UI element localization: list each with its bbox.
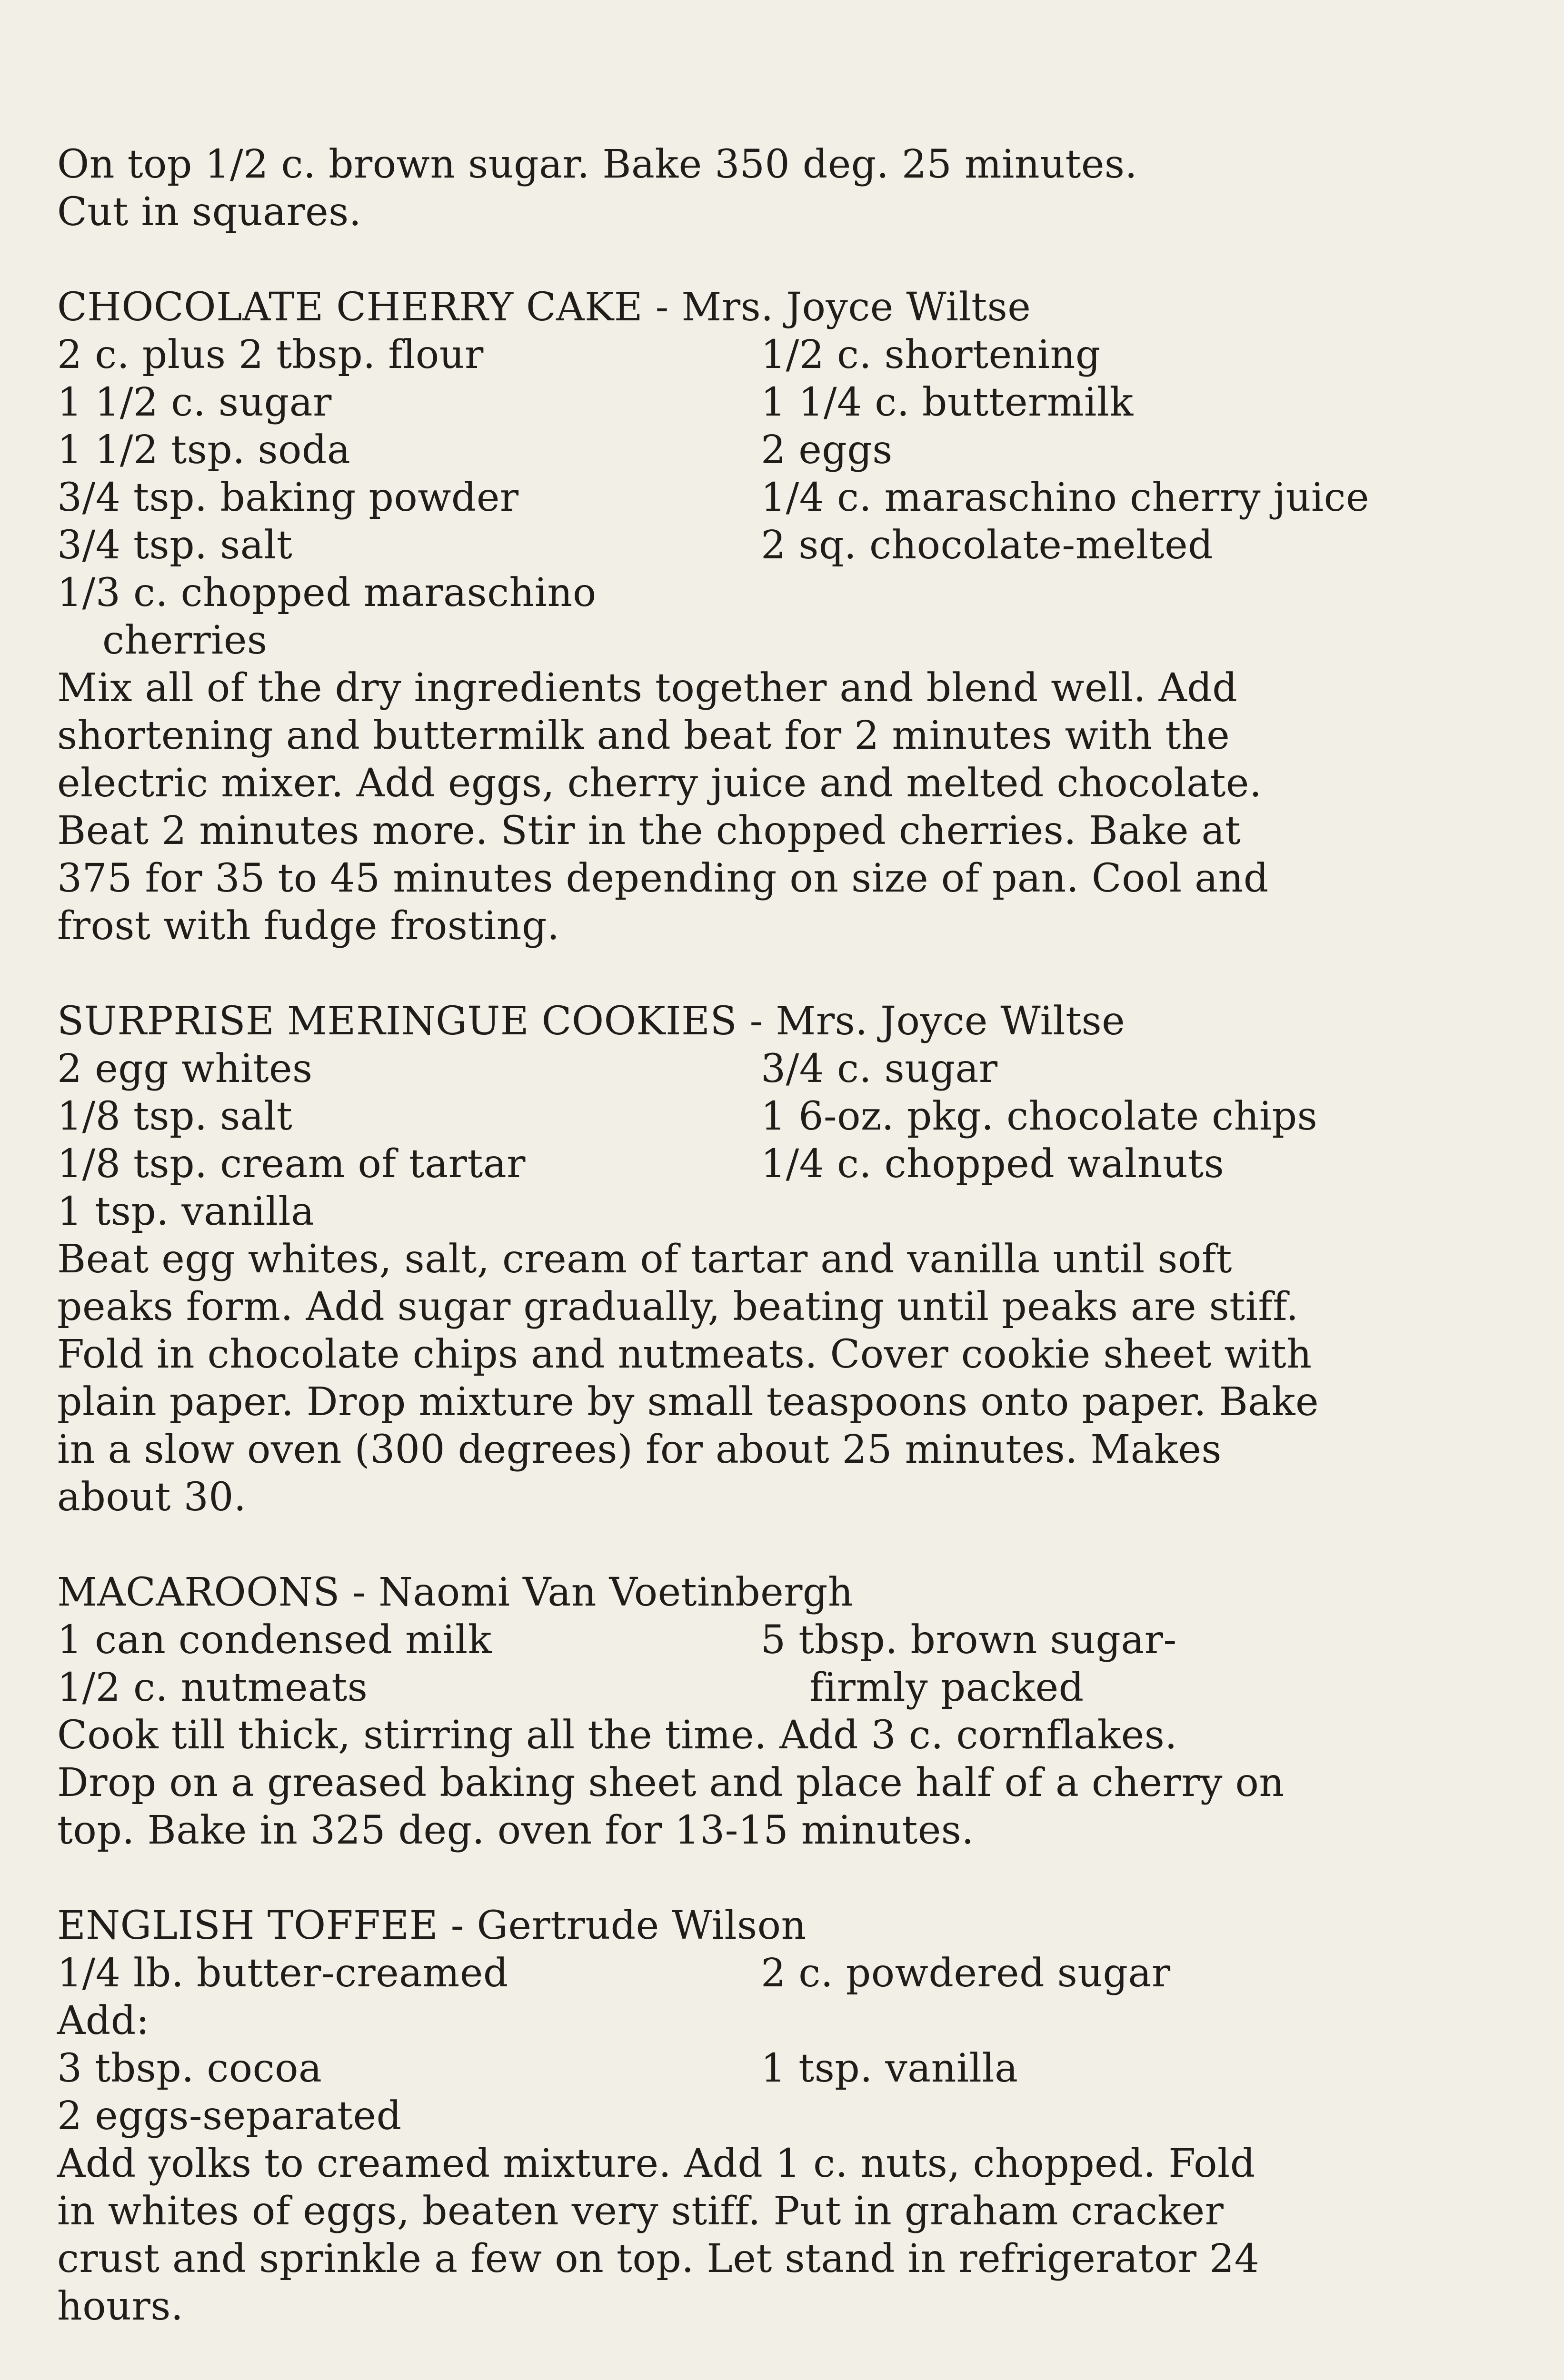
direction-line: about 30. xyxy=(57,1475,247,1520)
ingredient-right: 5 tbsp. brown sugar- xyxy=(761,1617,1177,1663)
ingredient-left: 1/4 lb. butter-creamed xyxy=(57,1951,508,1996)
ingredient-right: 1/4 c. maraschino cherry juice xyxy=(761,475,1370,520)
ingredient-left: 1/2 c. nutmeats xyxy=(57,1665,368,1710)
ingredient-left: 1/3 c. chopped maraschino xyxy=(57,570,597,615)
ingredient-left: 1/8 tsp. cream of tartar xyxy=(57,1141,526,1187)
ingredient-right: 3/4 c. sugar xyxy=(761,1046,998,1091)
recipe-title-macaroons: MACAROONS - Naomi Van Voetinbergh xyxy=(57,1570,854,1615)
direction-line: Mix all of the dry ingredients together and blend well. Add xyxy=(57,665,1238,711)
ingredient-left: 3/4 tsp. baking powder xyxy=(57,475,519,520)
direction-line: top. Bake in 325 deg. oven for 13-15 minutes. xyxy=(57,1808,974,1853)
direction-line: hours. xyxy=(57,2284,184,2329)
ingredient-left: Add: xyxy=(57,1998,149,2043)
ingredient-right: 1 tsp. vanilla xyxy=(761,2046,1018,2091)
ingredient-left: 1 1/2 c. sugar xyxy=(57,380,332,425)
ingredient-right: 1/4 c. chopped walnuts xyxy=(761,1141,1225,1187)
ingredient-right: 1/2 c. shortening xyxy=(761,332,1101,377)
ingredient-right: 2 eggs xyxy=(761,427,893,473)
direction-line: Beat 2 minutes more. Stir in the chopped cherries. Bake at xyxy=(57,808,1241,853)
ingredient-left: 1 can condensed milk xyxy=(57,1617,492,1663)
direction-line: Beat egg whites, salt, cream of tartar and vanilla until soft xyxy=(57,1237,1232,1282)
ingredient-left: 3/4 tsp. salt xyxy=(57,523,293,568)
direction-line: crust and sprinkle a few on top. Let stand in refrigerator 24 xyxy=(57,2236,1260,2281)
intro-line-1: On top 1/2 c. brown sugar. Bake 350 deg. 25 minutes. xyxy=(57,142,1138,187)
direction-line: peaks form. Add sugar gradually, beating until peaks are stiff. xyxy=(57,1284,1299,1329)
direction-line: Cook till thick, stirring all the time. Add 3 c. cornflakes. xyxy=(57,1713,1177,1758)
intro-line-2: Cut in squares. xyxy=(57,189,362,235)
ingredient-left: 2 eggs-separated xyxy=(57,2093,402,2139)
ingredient-left: 1 tsp. vanilla xyxy=(57,1189,315,1234)
ingredient-right-continued: firmly packed xyxy=(809,1665,1084,1710)
ingredient-left: 2 c. plus 2 tbsp. flour xyxy=(57,332,484,377)
ingredient-right: 1 6-oz. pkg. chocolate chips xyxy=(761,1094,1318,1139)
direction-line: Fold in chocolate chips and nutmeats. Cover cookie sheet with xyxy=(57,1332,1312,1377)
direction-line: frost with fudge frosting. xyxy=(57,903,560,949)
ingredient-left: 1/8 tsp. salt xyxy=(57,1094,293,1139)
recipe-title-english-toffee: ENGLISH TOFFEE - Gertrude Wilson xyxy=(57,1903,807,1948)
ingredient-right: 2 c. powdered sugar xyxy=(761,1951,1171,1996)
ingredient-left: 3 tbsp. cocoa xyxy=(57,2046,322,2091)
direction-line: in whites of eggs, beaten very stiff. Put in graham cracker xyxy=(57,2189,1224,2234)
direction-line: Add yolks to creamed mixture. Add 1 c. nuts, chopped. Fold xyxy=(57,2141,1255,2186)
direction-line: plain paper. Drop mixture by small teaspoons onto paper. Bake xyxy=(57,1379,1319,1425)
recipe-title-surprise-meringue-cookies: SURPRISE MERINGUE COOKIES - Mrs. Joyce Wiltse xyxy=(57,999,1126,1044)
direction-line: Drop on a greased baking sheet and place half of a cherry on xyxy=(57,1760,1285,1805)
recipe-title-chocolate-cherry-cake: CHOCOLATE CHERRY CAKE - Mrs. Joyce Wiltse xyxy=(57,285,1031,330)
direction-line: in a slow oven (300 degrees) for about 25 minutes. Makes xyxy=(57,1427,1222,1472)
direction-line: electric mixer. Add eggs, cherry juice and melted chocolate. xyxy=(57,761,1262,806)
direction-line: shortening and buttermilk and beat for 2 minutes with the xyxy=(57,713,1230,758)
ingredient-right: 1 1/4 c. buttermilk xyxy=(761,380,1134,425)
ingredient-left: 1 1/2 tsp. soda xyxy=(57,427,351,473)
direction-line: 375 for 35 to 45 minutes depending on size of pan. Cool and xyxy=(57,856,1269,901)
ingredient-right: 2 sq. chocolate-melted xyxy=(761,523,1214,568)
ingredient-left-continued: cherries xyxy=(102,618,268,663)
ingredient-left: 2 egg whites xyxy=(57,1046,313,1091)
